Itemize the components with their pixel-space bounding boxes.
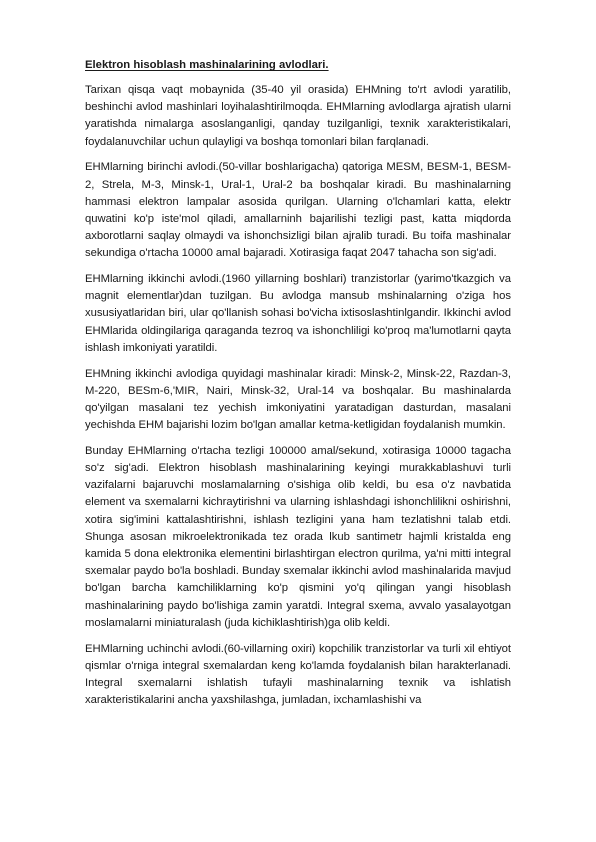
- paragraph-third-generation: EHMlarning uchinchi avlodi.(60-villarning oxiri) kopchilik tranzistorlar va turli xil ehtiyot qismlar o'rniga integral sxemalardan keng ko'lamda foydalanish bilan harakterlanadi. Integral sxemalarni ishlatish tufayli mashinalarning texnik va ishlatish xarakteristikalarini ancha yaxshilashga, jumladan, ixchamlashishi va: [85, 642, 511, 707]
- paragraph-integral-circuits: Bunday EHMlarning o'rtacha tezligi 100000 amal/sekund, xotirasiga 10000 tagacha so'z sig'adi. Elektron hisoblash mashinalarining keyingi murakkablashuvi turli vazifalarni bajaruvchi moslamalarning o'sishiga olib keldi, bu esa o'z navbatida element va sxemalarni kichraytirishni va ularning ishlashdagi ishonchlilikni oshirishni, xotira sig'imini kattalashtirishni, ishlash tezligini yana ham tezlatishni talab etdi. Shunga asosan mikroelektronikada tez orada lkub santimetr hajmli kristalda eng kamida 5 dona elektronika elementini birlashtirgan electron qurilma, ya'ni mitti integral sxemalar paydo bo'la boshladi. Bunday sxemalar ikkinchi avlod mashinalarida mavjud bo'lgan barcha kamchiliklarning ko'p qismini yo'q qilingan yangi hisoblash mashinalarining paydo bo'lishiga zamin yaratdi. Integral sxema, avvalo yasalayotgan moslamalarni miniaturalash (juda kichiklashtirish)ga olib keldi.: [85, 444, 511, 629]
- document-page: [85, 58, 511, 718]
- paragraph-first-generation: EHMlarning birinchi avlodi.(50-villar boshlarigacha) qatoriga MESM, BESM-1, BESM-2, Strela, M-3, Minsk-1, Ural-1, Ural-2 ba boshqalar kiradi. Bu mashinalarning hammasi elektron lampalar asosida qurilgan. Ularning o'lchamlari katta, elektr quwatini ko'p iste'mol qiladi, amallarninh bajarilishi tezligi past, katta miqdorda axborotlarni saqlay olmaydi va ishonchsizligi bilan ajralib turadi. Bu toifa mashinalar sekundiga o'rtacha 10000 amal bajaradi. Xotirasiga faqat 2047 tahacha son sig'adi.: [85, 161, 511, 260]
- paragraph-second-generation: EHMlarning ikkinchi avlodi.(1960 yillarning boshlari) tranzistorlar (yarimo'tkazgich va magnit elementlar)dan tuzilgan. Bu avlodga mansub mshinalarning o'ziga hos xususiyatlaridan biri, ular qo'llanish sohasi bo'vicha ixtisoslashtinlgandir. Ikkinchi avlod EHMlarida oldingilariga qaraganda tezroq va ishonchliligi ko'proq ma'lumotlarni qayta ishlash imkoniyati yaratildi.: [85, 273, 511, 354]
- document-title: Elektron hisoblash mashinalarining avlodlari.: [85, 59, 329, 71]
- paragraph-second-generation-machines: EHMning ikkinchi avlodiga quyidagi mashinalar kiradi: Minsk-2, Minsk-22, Razdan-3, M-220, BESm-6,'MIR, Nairi, Minsk-32, Ural-14 va boshqalar. Bu mashinalarda qo'yilgan masalani tez yechish imkoniyatini yaratadigan dasturdan, masalani yechishda EHM bajarishi lozim bo'lgan amallar ketma-ketligidan foydalanish mumkin.: [85, 367, 511, 432]
- paragraph-intro: Tarixan qisqa vaqt mobaynida (35-40 yil orasida) EHMning to'rt avlodi yaratilib, beshinchi avlod mashinlari loyihalashtirilmoqda. EHMlarning avlodlarga ajratish ularni yaratishda nimalarga asoslanganligi, qanday tuzilganligi, texnik xarakteristikalari, foydalanuvchilar uchun qulayligi va boshqa tomonlari bilan farqlanadi.: [85, 84, 511, 148]
